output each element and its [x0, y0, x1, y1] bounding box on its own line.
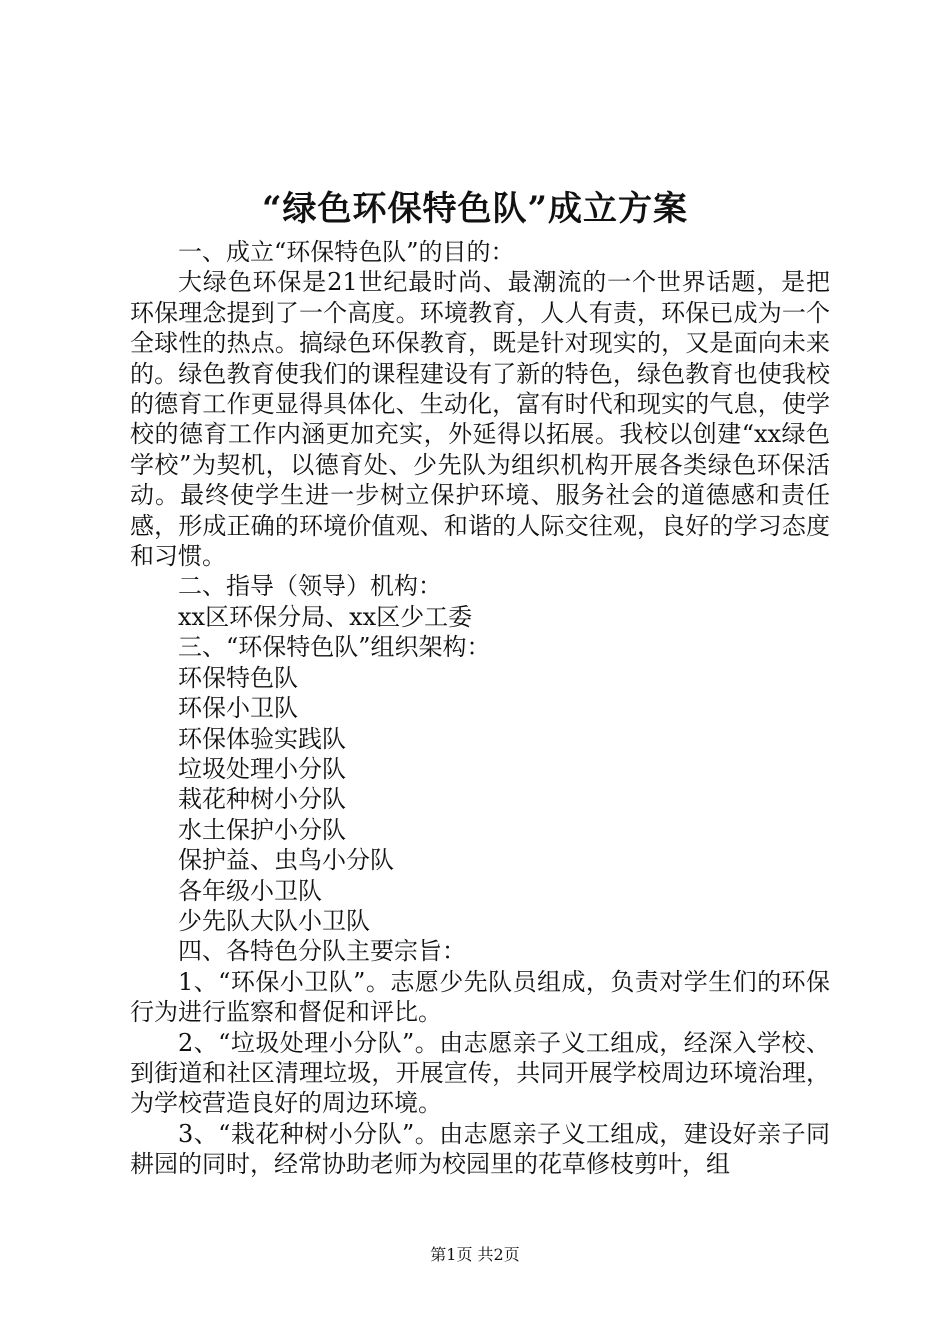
structure-item: 保护益、虫鸟小分队	[178, 846, 394, 875]
section4-paragraph: 1、“环保小卫队”。志愿少先队员组成，负责对学生们的环保行为进行监察和督促和评比。	[130, 967, 830, 1027]
section2-content: xx区环保分局、xx区少工委	[178, 602, 473, 631]
section3-heading: 三、“环保特色队”组织架构：	[178, 633, 491, 662]
section4-heading: 四、各特色分队主要宗旨：	[178, 937, 466, 966]
section1-heading: 一、成立“环保特色队”的目的：	[178, 238, 515, 266]
section2-heading: 二、指导（领导）机构：	[178, 572, 442, 601]
document-title: “绿色环保特色队”成立方案	[261, 189, 689, 229]
structure-item: 环保小卫队	[178, 694, 298, 723]
structure-item: 少先队大队小卫队	[178, 906, 370, 935]
structure-item: 垃圾处理小分队	[178, 754, 346, 783]
structure-item: 水土保护小分队	[178, 815, 346, 844]
structure-item: 栽花种树小分队	[178, 785, 346, 814]
structure-item: 环保体验实践队	[178, 724, 346, 753]
structure-item: 各年级小卫队	[178, 876, 322, 905]
page-number-footer: 第1页 共2页	[430, 1245, 520, 1264]
section1-paragraph: 大绿色环保是21世纪最时尚、最潮流的一个世界话题，是把环保理念提到了一个高度。环境教育，人人有责，环保已成为一个全球性的热点。搞绿色环保教育，既是针对现实的，又是面向未来的。绿色教育使我们的课程建设有了新的特色，绿色教育也使我校的德育工作更显得具体化、生动化，富有时代和现实的气息，使学校的德育工作内涵更加充实，外延得以拓展。我校以创建“xx绿色学校”为契机，以德育处、少先队为组织机构开展各类绿色环保活动。最终使学生进一步树立保护环境、服务社会的道德感和责任感，形成正确的环境价值观、和谐的人际交往观，良好的学习态度和习惯。	[130, 268, 830, 571]
section4-paragraph: 3、“栽花种树小分队”。由志愿亲子义工组成，建设好亲子同耕园的同时，经常协助老师为校园里的花草修枝剪叶，组	[130, 1119, 830, 1179]
structure-list	[130, 663, 830, 937]
structure-item: 环保特色队	[178, 663, 298, 692]
section4-paragraph: 2、“垃圾处理小分队”。由志愿亲子义工组成，经深入学校、到街道和社区清理垃圾，开展宣传，共同开展学校周边环境治理，为学校营造良好的周边环境。	[130, 1028, 830, 1118]
document-body	[130, 237, 830, 1180]
